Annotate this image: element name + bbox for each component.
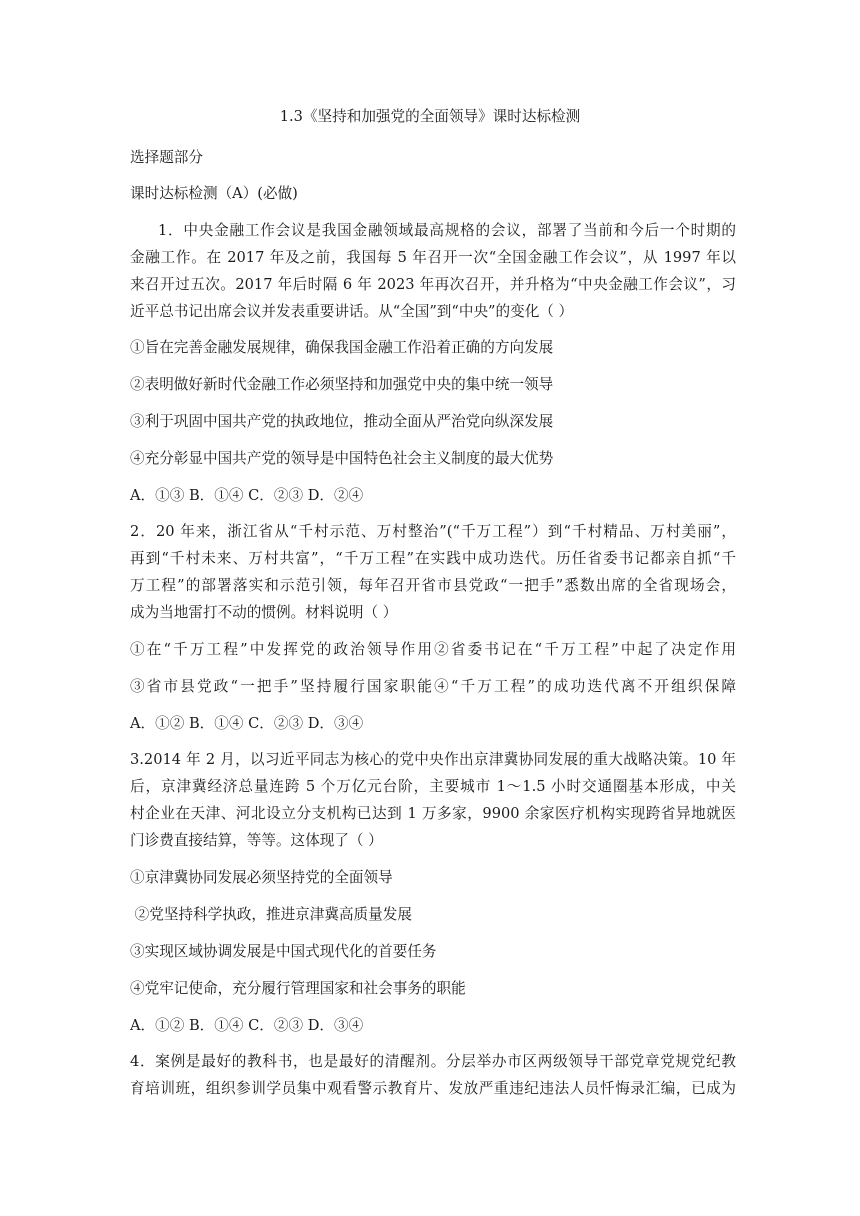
- q1-answer-choices: A．①③ B．①④ C．②③ D．②④: [130, 487, 364, 504]
- q4-stem-line: 4．案例是最好的教科书，也是最好的清醒剂。分层举办市区两级领导干部党章党规党纪教: [130, 1053, 736, 1070]
- document-title: 1.3《坚持和加强党的全面领导》课时达标检测: [279, 108, 581, 125]
- q4-stem-line: 育培训班，组织参训学员集中观看警示教育片、发放严重违纪违法人员忏悔录汇编，已成为: [130, 1080, 736, 1097]
- q1-stem-line: 来召开过五次。2017 年后时隔 6 年 2023 年再次召开，并升格为“中央金融工作会议”，习: [130, 276, 736, 293]
- q3-stem-line: 3.2014 年 2 月，以习近平同志为核心的党中央作出京津冀协同发展的重大战略决策。10 年: [130, 751, 736, 768]
- q3-option: ②党坚持科学执政，推进京津冀高质量发展: [130, 906, 412, 923]
- q1-stem-line: 金融工作。在 2017 年及之前，我国每 5 年召开一次“全国金融工作会议”，从 1997 年以: [130, 249, 736, 266]
- q3-stem-line: 村企业在天津、河北设立分支机构已达到 1 万多家，9900 余家医疗机构实现跨省异地就医: [130, 805, 736, 822]
- subsection-heading: 课时达标检测（A）(必做): [130, 185, 298, 202]
- q1-option: ①旨在完善金融发展规律，确保我国金融工作沿着正确的方向发展: [130, 339, 554, 356]
- q1-option: ②表明做好新时代金融工作必须坚持和加强党中央的集中统一领导: [130, 376, 554, 393]
- q1-option: ③利于巩固中国共产党的执政地位，推动全面从严治党向纵深发展: [130, 413, 554, 430]
- q3-answer-choices: A．①② B．①④ C．②③ D．③④: [130, 1017, 364, 1034]
- q2-stem-line: 再到“千村未来、万村共富”，“千万工程”在实践中成功迭代。历任省委书记都亲自抓“千: [130, 550, 736, 567]
- q2-stem-line: 成为当地雷打不动的惯例。材料说明（ ）: [130, 604, 398, 621]
- q1-stem-line: 1．中央金融工作会议是我国金融领域最高规格的会议，部署了当前和今后一个时期的: [158, 222, 736, 239]
- q3-option: ④党牢记使命，充分履行管理国家和社会事务的职能: [130, 980, 466, 997]
- q2-answer-choices: A．①② B．①④ C．②③ D．③④: [130, 715, 364, 732]
- q2-stem-line: 2．20 年来，浙江省从“千村示范、万村整治”(“千万工程”）到“千村精品、万村美丽”，: [130, 523, 736, 540]
- q3-option: ①京津冀协同发展必须坚持党的全面领导: [130, 869, 393, 886]
- q2-stem-line: 万工程”的部署落实和示范引领，每年召开省市县党政“一把手”悉数出席的全省现场会，: [130, 577, 736, 594]
- q3-option: ③实现区域协调发展是中国式现代化的首要任务: [130, 943, 437, 960]
- q3-stem-line: 门诊费直接结算，等等。这体现了（ ）: [130, 832, 383, 849]
- q1-stem-line: 近平总书记出席会议并发表重要讲话。从“全国”到“中央”的变化（ ）: [130, 303, 574, 320]
- q1-option: ④充分彰显中国共产党的领导是中国特色社会主义制度的最大优势: [130, 450, 554, 467]
- section-heading: 选择题部分: [130, 149, 203, 166]
- q2-option: ③省市县党政“一把手”坚持履行国家职能④“千万工程”的成功迭代离不开组织保障: [130, 678, 736, 695]
- q2-option: ①在“千万工程”中发挥党的政治领导作用②省委书记在“千万工程”中起了决定作用: [130, 641, 736, 658]
- q3-stem-line: 后，京津冀经济总量连跨 5 个万亿元台阶，主要城市 1～1.5 小时交通圈基本形成，中关: [130, 778, 736, 795]
